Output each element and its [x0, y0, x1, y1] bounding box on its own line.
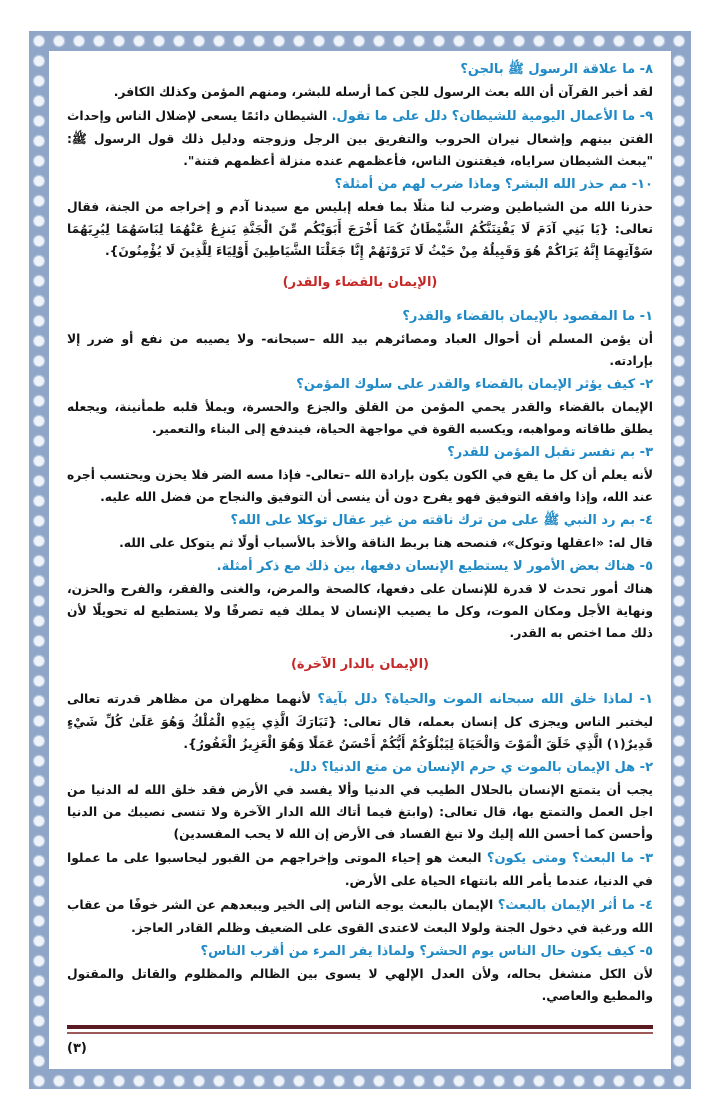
- page-border: [29, 31, 691, 1089]
- qa-s2-4: [67, 510, 653, 554]
- answer: الشيطان دائمًا يسعى لإضلال الناس وإحداث الفتن بينهم وإشعال نيران الحروب والتفريق بين الرجل وزوجته ودليل ذلك قول الرسول ﷺ: "يبعث الشيطان سراياه، فيفتنون الناس، فأعظمهم عنده منزلة أعظمهم فتنة".: [67, 109, 653, 168]
- qa-s3-3: [67, 847, 653, 892]
- answer: البعث هو إحياء الموتى وإخراجهم من القبور ليحاسبوا على ما عملوا في الدنيا، عندما يأمر الله بانتهاء الحياة على الأرض.: [67, 851, 653, 888]
- answer: أن يؤمن المسلم أن أحوال العباد ومصائرهم بيد الله –سبحانه- ولا يصيبه من نفع أو ضرر إلا بإرادته.: [67, 332, 653, 368]
- answer: لأنه يعلم أن كل ما يقع في الكون يكون بإرادة الله –تعالى- فإذا مسه الضر فلا يحزن ويحتسب أجره عند الله، وإذا وافقه التوفيق فهو يفرح دون أن ينسى أن التوفيق والنجاح من فضل الله عليه.: [67, 468, 653, 504]
- answer: لأنهما مظهران من مظاهر قدرته تعالى ليختبر الناس ويجزى كل إنسان بعمله، قال تعالى: {تَبَارَكَ الَّذِي بِيَدِهِ الْمُلْكُ وَهُوَ عَلَىٰ كُلِّ شَيْءٍ قَدِيرٌ(١) الَّذِي خَلَقَ الْمَوْتَ وَالْحَيَاةَ لِيَبْلُوَكُمْ أَيُّكُمْ أَحْسَنُ عَمَلًا وَهُوَ الْعَزِيزُ الْغَفُورُ}.: [67, 692, 653, 751]
- answer: الإيمان بالبعث يوجه الناس إلى الخير ويبعدهم عن الشر خوفًا من عقاب الله ورغبة في دخول الجنة ولولا البعث لاعتدى القوى على الضعيف وظلم القادر العاجز.: [67, 898, 653, 935]
- page-number: (٣): [67, 1041, 87, 1056]
- answer: لأن الكل منشغل بحاله، ولأن العدل الإلهي لا يسوى بين الظالم والمظلوم والقاتل والمقتول والمطيع والعاصي.: [67, 967, 653, 1003]
- question: ١- لماذا خلق الله سبحانه الموت والحياة؟ دلل بآية؟: [317, 692, 654, 707]
- answer: هناك أمور تحدث لا قدرة للإنسان على دفعها، كالصحة والمرض، والغنى والفقر، والفرح والحزن، ونهاية الأجل ومكان الموت، وكل ما يصيب الإنسان لا يملك فيه تصرفًا ولا يستطيع له تحويلًا لأن ذلك مما اختص به القدر.: [67, 582, 653, 640]
- question: ٢- كيف يؤثر الإيمان بالقضاء والقدر على سلوك المؤمن؟: [296, 377, 653, 392]
- section-title-qada-qadar: (الإيمان بالقضاء والقدر): [282, 275, 438, 290]
- qa-s2-5: [67, 556, 653, 644]
- question: ٣- بم تفسر تقبل المؤمن للقدر؟: [447, 445, 653, 460]
- qa-s3-1: [67, 688, 653, 755]
- question: ٨- ما علاقة الرسول ﷺ بالجن؟: [460, 62, 653, 77]
- qa-8: [67, 59, 653, 103]
- question: ٩- ما الأعمال اليومية للشيطان؟ دلل على ما تقول.: [331, 109, 654, 124]
- qa-s2-1: [67, 306, 653, 372]
- qa-s3-2: [67, 757, 653, 845]
- qa-s2-2: [67, 374, 653, 440]
- qa-10: [67, 174, 653, 262]
- question: ٥- هناك بعض الأمور لا يستطيع الإنسان دفعها، بين ذلك مع ذكر أمثلة.: [216, 559, 653, 574]
- section-title-akhira: (الإيمان بالدار الآخرة): [290, 657, 429, 672]
- answer: لقد أخبر القرآن أن الله بعث الرسول للجن كما أرسله للبشر، ومنهم المؤمن وكذلك الكافر.: [113, 85, 653, 99]
- question: ١- ما المقصود بالإيمان بالقضاء والقدر؟: [402, 309, 653, 324]
- question: ٤- بم رد النبي ﷺ على من ترك ناقته من غير عقال توكلا على الله؟: [230, 513, 653, 528]
- answer: الإيمان بالقضاء والقدر يحمي المؤمن من القلق والجزع والحسرة، ويملأ قلبه طمأنينة، ويجعله يطلق طاقاته ومواهبه، ويكسبه القوة في مواجهة الحياة، فيندفع إلى البناء والتعمير.: [67, 400, 653, 436]
- qa-s3-5: [67, 941, 653, 1007]
- question: ٢- هل الإيمان بالموت ي حرم الإنسان من متع الدنيا؟ دلل.: [288, 760, 653, 775]
- answer: يجب أن يتمتع الإنسان بالحلال الطيب في الدنيا وألا يفسد في الأرض فقد خلق الله له الدنيا من اجل العمل والتمتع بها، قال تعالى: (وابتغ فيما أتاك الله الدار الآخرة ولا تنسى نصيبك من الدنيا وأحسن كما أحسن الله إليك ولا تبغ الفساد فى الأرض إن الله لا يحب المفسدين): [67, 783, 653, 841]
- question: ٣- ما البعث؟ ومتى يكون؟: [486, 851, 653, 866]
- answer: قال له: «اعقلها وتوكل»، فنصحه هنا بربط الناقة والأخذ بالأسباب أولًا ثم يتوكل على الله.: [119, 536, 653, 550]
- page-content: [49, 51, 671, 1069]
- footer-divider: [67, 1025, 653, 1029]
- qa-s2-3: [67, 442, 653, 508]
- qa-s3-4: [67, 894, 653, 939]
- qa-9: [67, 105, 653, 172]
- question: ٤- ما أثر الإيمان بالبعث؟: [497, 898, 654, 913]
- question: ٥- كيف يكون حال الناس يوم الحشر؟ ولماذا يفر المرء من أقرب الناس؟: [200, 944, 653, 959]
- question: ١٠- مم حذر الله البشر؟ وماذا ضرب لهم من أمثلة؟: [334, 177, 653, 192]
- answer: حذرنا الله من الشياطين وضرب لنا مثلًا بما فعله إبليس مع سيدنا آدم و إخراجه من الجنة، فقال تعالى: {يَا بَنِي آدَمَ لَا يَفْتِنَنَّكُمُ الشَّيْطَانُ كَمَا أَخْرَجَ أَبَوَيْكُم مِّنَ الْجَنَّةِ يَنزِعُ عَنْهُمَا لِبَاسَهُمَا لِيُرِيَهُمَا سَوْآتِهِمَا إِنَّهُ يَرَاكُمْ هُوَ وَقَبِيلُهُ مِنْ حَيْثُ لَا تَرَوْنَهُمْ إِنَّا جَعَلْنَا الشَّيَاطِينَ أَوْلِيَاءَ لِلَّذِينَ لَا يُؤْمِنُونَ}.: [67, 200, 653, 258]
